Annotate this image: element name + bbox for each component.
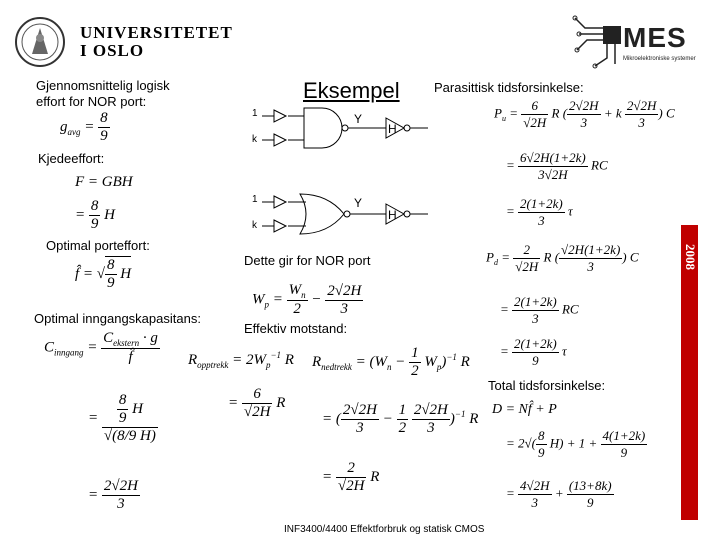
formula-r-nedtrekk: $R_{nedtrekk} = (W_n$ − $\frac{1}{2}$ $W_p)^{-1}$ R: [312, 345, 470, 379]
circuit-label-1-nor: 1: [252, 194, 258, 205]
formula-d-value-1: = 2√( $\frac{8}{9}$ H) + 1 + $\frac{4(1+2k)}{9}$: [506, 428, 646, 460]
footer-course: INF3400/4400 Effektforbruk og statisk CMOS: [284, 524, 485, 535]
formula-c-inngang-value-2: = $\frac{2√2H}{3}$: [88, 478, 138, 512]
sidebar-year: 2008: [683, 244, 698, 270]
formula-wp: $W_p$ = $\frac{W_n}{2}$ − $\frac{2√2H}{3}$: [252, 282, 362, 317]
formula-d: D = Nf̂ + P: [492, 402, 557, 417]
nor-effort-label-1: Gjennomsnittelig logisk: [36, 78, 170, 93]
university-line-2: I OSLO: [80, 41, 145, 60]
mes-subtitle: Mikroelektroniske systemer: [623, 56, 696, 62]
circuit-label-y-nor: Y: [354, 196, 363, 210]
nor-effort-label-2: effort for NOR port:: [36, 94, 147, 109]
circuit-label-k-nor: k: [252, 220, 257, 231]
circuit-label-k: k: [252, 134, 257, 145]
effective-resistance-label: Effektiv motstand:: [244, 321, 348, 336]
formula-g-avg: $g_{avg}$ = $\frac{8}{9}$: [60, 110, 108, 144]
formula-pd-value-1: = $\frac{2(1+2k)}{3}$ RC: [500, 294, 579, 326]
formula-r-nedtrekk-value-2: = $\frac{2}{√2H}$ R: [322, 460, 380, 494]
chain-effort-label: Kjedeeffort:: [38, 151, 105, 166]
year-sidebar: [681, 225, 698, 520]
formula-c-inngang: $C_{inngang}$ = $\frac{C_{ekstern} \cdot g}{f̂}$: [44, 330, 158, 365]
formula-pu: $P_u$ = $\frac{6}{√2H}$ R ( $\frac{2√2H}{3}$ + k $\frac{2√2H}{3}$ ) C: [494, 98, 675, 130]
nand-circuit-diagram: [248, 104, 438, 154]
university-name: [80, 24, 233, 60]
formula-pd: $P_d$ = $\frac{2}{√2H}$ R ( $\frac{√2H(1+2k)}{3}$ ) C: [486, 242, 639, 274]
circuit-label-y: Y: [354, 112, 363, 126]
parasitic-delay-label: Parasittisk tidsforsinkelse:: [434, 80, 584, 95]
formula-d-value-2: = $\frac{4√2H}{3}$ + $\frac{(13+8k)}{9}$: [506, 478, 612, 510]
formula-c-inngang-value-1: = $\frac{8}{9}$ H √(8/9 H): [88, 392, 156, 444]
circuit-label-h-nor: H: [388, 208, 397, 222]
formula-r-nedtrekk-value-1: = ( $\frac{2√2H}{3}$ − $\frac{1}{2}$ $\frac{2√2H}{3}$ )$^{-1}$ R: [322, 402, 479, 436]
circuit-label-1: 1: [252, 108, 258, 119]
nor-port-label: Dette gir for NOR port: [244, 253, 371, 268]
uio-seal: [14, 16, 66, 68]
circuit-label-h: H: [388, 122, 397, 136]
formula-pu-value-1: = $\frac{6√2H(1+2k)}{3√2H}$ RC: [506, 150, 608, 182]
nor-circuit-diagram: [248, 190, 438, 240]
optimal-input-cap-label: Optimal inngangskapasitans:: [34, 311, 201, 326]
formula-f-hat: f̂ = √ $\frac{8}{9}$ H: [75, 257, 132, 291]
optimal-stage-effort-label: Optimal porteffort:: [46, 238, 150, 253]
formula-pu-value-2: = $\frac{2(1+2k)}{3}$ τ: [506, 196, 573, 228]
formula-pd-value-2: = $\frac{2(1+2k)}{9}$ τ: [500, 336, 567, 368]
formula-F: F = GBH: [75, 174, 133, 190]
formula-F-value: = $\frac{8}{9}$ H: [75, 198, 115, 232]
mes-brand: MES: [623, 22, 687, 53]
university-line-1: UNIVERSITETET: [80, 23, 233, 42]
total-delay-label: Total tidsforsinkelse:: [488, 378, 606, 393]
formula-r-opptrekk: $R_{opptrekk} = 2W_p^{-1}$ R: [188, 350, 294, 370]
mes-logo: [565, 14, 715, 70]
slide-title: Eksempel: [303, 78, 400, 103]
formula-r-opptrekk-value: = $\frac{6}{√2H}$ R: [228, 386, 286, 420]
